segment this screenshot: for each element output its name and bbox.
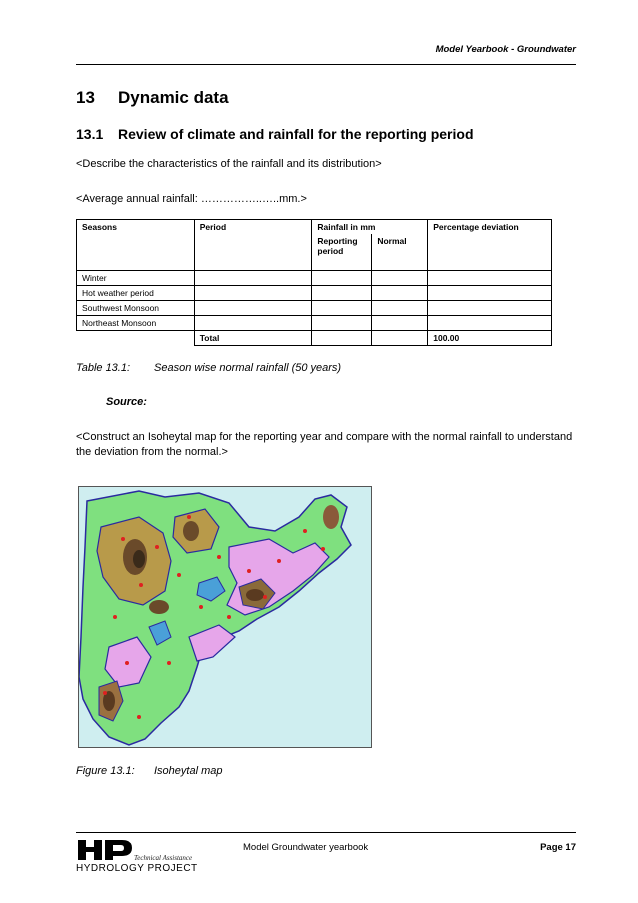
running-header: Model Yearbook - Groundwater	[435, 44, 576, 55]
subsection-title: Review of climate and rainfall for the reporting period	[118, 126, 474, 142]
header-seasons: Seasons	[77, 220, 195, 271]
figure-caption	[76, 765, 222, 777]
header-rainfall: Rainfall in mm	[312, 220, 428, 235]
table-caption-label: Table 13.1:	[76, 362, 131, 374]
total-label: Total	[194, 330, 312, 345]
logo-name: HYDROLOGY PROJECT	[76, 863, 198, 874]
header-divider	[76, 64, 576, 65]
season-cell: Southwest Monsoon	[77, 300, 195, 315]
section-heading	[76, 88, 229, 108]
table-row	[77, 285, 552, 300]
figure-caption-text: Isoheytal map	[154, 765, 223, 777]
header-period: Period	[194, 220, 312, 271]
footer-title: Model Groundwater yearbook	[243, 842, 369, 853]
table-row	[77, 315, 552, 330]
season-cell: Northeast Monsoon	[77, 315, 195, 330]
hp-logo-mark	[78, 838, 134, 862]
season-cell: Winter	[77, 270, 195, 285]
hydrology-project-logo	[76, 836, 216, 876]
logo-subtitle: Technical Assistance	[134, 854, 193, 862]
table-header-row	[77, 220, 552, 235]
paragraph-rainfall-characteristics: <Describe the characteristics of the rainfall and its distribution>	[76, 158, 382, 170]
isoheytal-map	[78, 486, 372, 748]
source-label: Source:	[106, 396, 147, 408]
header-deviation: Percentage deviation	[428, 220, 552, 271]
section-number: 13	[76, 88, 95, 107]
section-title: Dynamic data	[118, 88, 229, 107]
isoheytal-map-graphic	[79, 487, 371, 747]
table-caption	[76, 362, 341, 374]
subsection-heading	[76, 126, 474, 142]
subsection-number: 13.1	[76, 126, 104, 142]
header-reporting-period: Reporting period	[312, 234, 372, 270]
page-number: Page 17	[540, 842, 576, 853]
total-value: 100.00	[428, 330, 552, 345]
figure-caption-label: Figure 13.1:	[76, 765, 135, 777]
season-cell: Hot weather period	[77, 285, 195, 300]
paragraph-average-rainfall: <Average annual rainfall: ……………..…..mm.>	[76, 193, 307, 205]
season-rainfall-table	[76, 219, 552, 346]
footer-divider	[76, 832, 576, 833]
table-caption-text: Season wise normal rainfall (50 years)	[154, 362, 342, 374]
table-row	[77, 300, 552, 315]
table-row	[77, 270, 552, 285]
header-normal: Normal	[372, 234, 428, 270]
paragraph-isoheytal-instruction: <Construct an Isoheytal map for the reporting year and compare with the normal rainfall to understand the deviation from the normal.>	[76, 431, 573, 458]
table-total-row	[77, 330, 552, 345]
